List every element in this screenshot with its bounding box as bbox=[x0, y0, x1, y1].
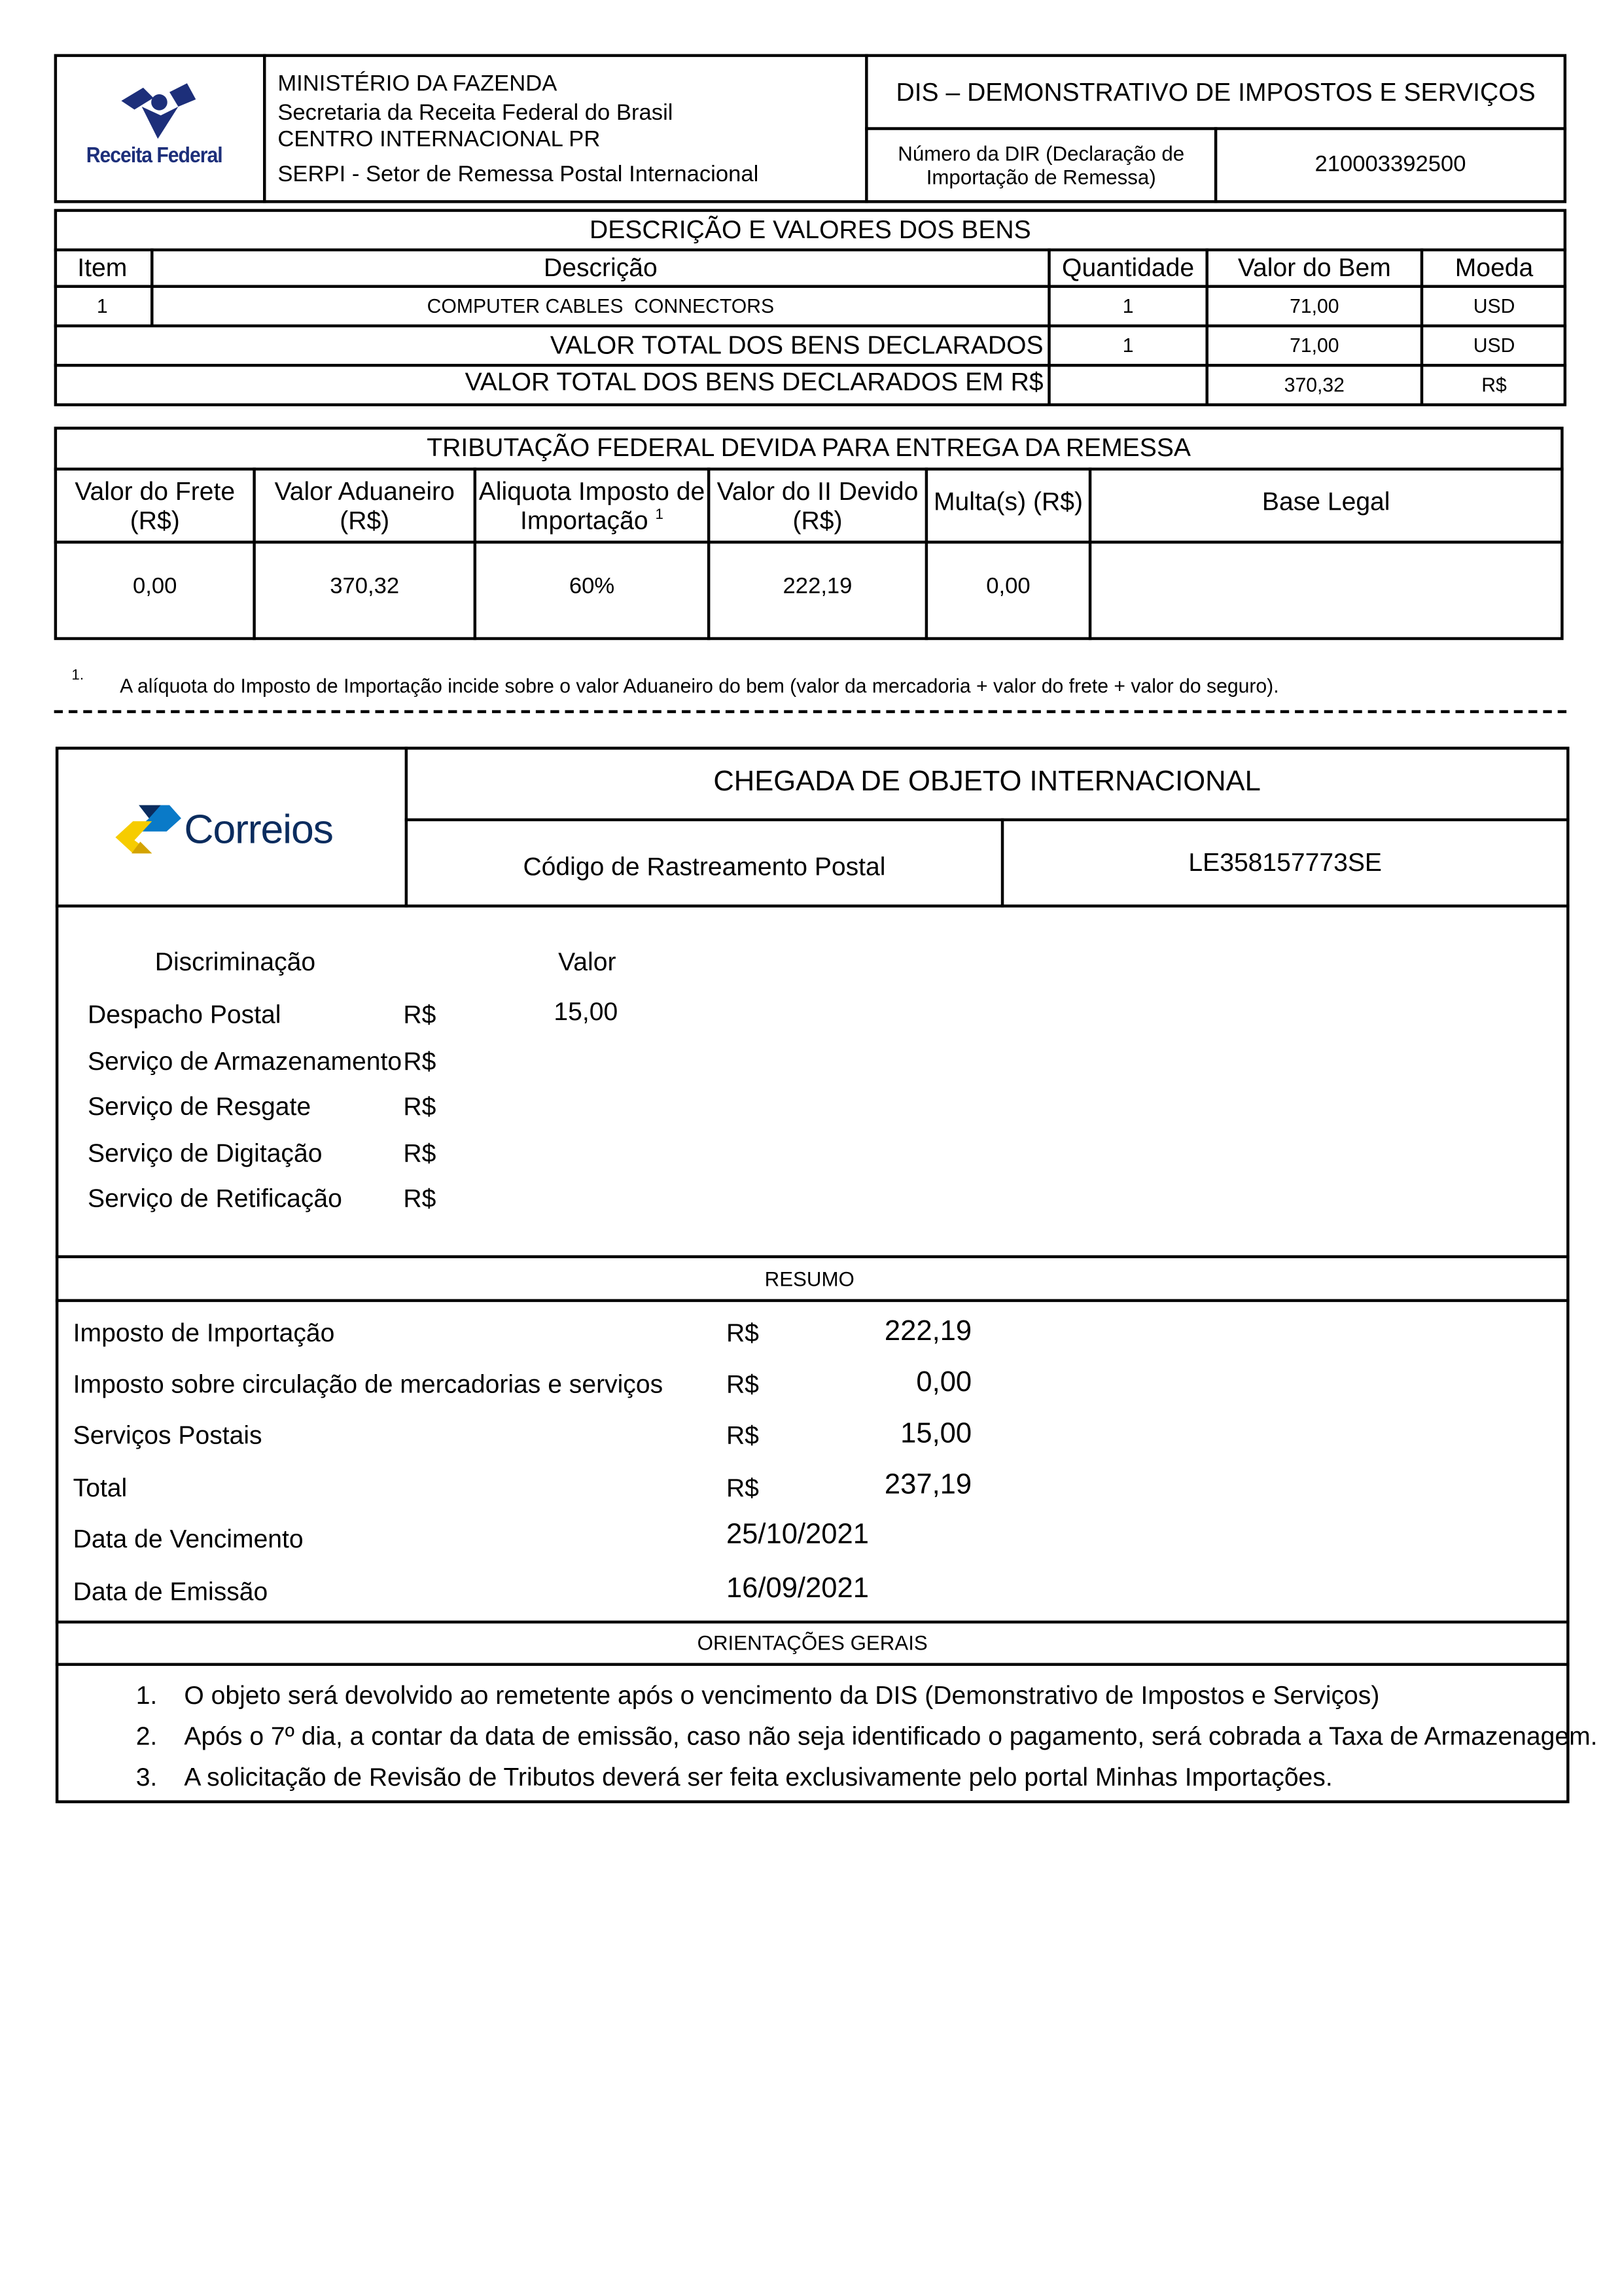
service-name: Serviço de Resgate bbox=[87, 1091, 311, 1121]
service-value: 15,00 bbox=[554, 997, 618, 1026]
total-label: VALOR TOTAL DOS BENS DECLARADOS bbox=[550, 330, 1044, 361]
row-description: COMPUTER CABLES CONNECTORS bbox=[427, 294, 775, 317]
row-value: 71,00 bbox=[1290, 294, 1339, 317]
guideline-number: 1. bbox=[135, 1680, 158, 1710]
freight-value: 0,00 bbox=[133, 574, 177, 599]
col-customs-l2: (R$) bbox=[340, 505, 390, 535]
summary-label: Imposto de Importação bbox=[73, 1318, 335, 1348]
summary-currency: R$ bbox=[726, 1318, 759, 1348]
guideline-number: 3. bbox=[135, 1762, 158, 1792]
tracking-code: LE358157773SE bbox=[1188, 847, 1382, 877]
dir-label-line1: Número da DIR (Declaração de bbox=[898, 141, 1185, 166]
value-header: Valor bbox=[558, 947, 616, 976]
discrimination-header: Discriminação bbox=[154, 947, 316, 976]
dir-label-line2: Importação de Remessa) bbox=[926, 165, 1156, 189]
total-value: 71,00 bbox=[1290, 334, 1339, 357]
summary-value: 0,00 bbox=[916, 1366, 972, 1399]
due-date-label: Data de Vencimento bbox=[73, 1524, 304, 1553]
col-ii-l2: (R$) bbox=[792, 505, 843, 535]
sector-name: SERPI - Setor de Remessa Postal Internacional bbox=[277, 162, 759, 187]
row-quantity: 1 bbox=[1122, 294, 1134, 317]
tracking-label: Código de Rastreamento Postal bbox=[523, 851, 886, 881]
col-legal-basis: Base Legal bbox=[1261, 486, 1390, 516]
row-currency: USD bbox=[1473, 294, 1515, 317]
col-freight-l2: (R$) bbox=[130, 505, 180, 535]
total-quantity: 1 bbox=[1122, 334, 1134, 357]
footnote-text: A alíquota do Imposto de Importação incide sobre o valor Aduaneiro do bem (valor da mercadoria + valor do frete + valor do seguro). bbox=[120, 675, 1279, 698]
service-name: Despacho Postal bbox=[87, 999, 281, 1029]
service-currency: R$ bbox=[403, 1091, 436, 1121]
guidelines-title: ORIENTAÇÕES GERAIS bbox=[697, 1631, 928, 1655]
document-title: DIS – DEMONSTRATIVO DE IMPOSTOS E SERVIÇOS bbox=[896, 77, 1536, 107]
service-currency: R$ bbox=[403, 1138, 436, 1168]
summary-currency: R$ bbox=[726, 1473, 759, 1502]
guideline-text: A solicitação de Revisão de Tributos deverá ser feita exclusivamente pelo portal Minhas Importações. bbox=[184, 1762, 1333, 1792]
summary-value: 222,19 bbox=[884, 1315, 972, 1348]
col-freight bbox=[57, 470, 253, 540]
footnote-mark: 1. bbox=[71, 667, 84, 684]
customs-value: 370,32 bbox=[330, 574, 400, 599]
col-quantity: Quantidade bbox=[1062, 253, 1195, 283]
summary-currency: R$ bbox=[726, 1420, 759, 1450]
correios-logo-text: Correios bbox=[184, 806, 333, 853]
issue-date-value: 16/09/2021 bbox=[726, 1572, 869, 1605]
correios-title: CHEGADA DE OBJETO INTERNACIONAL bbox=[713, 765, 1261, 798]
secretariat-name: Secretaria da Receita Federal do Brasil bbox=[277, 101, 673, 126]
col-currency: Moeda bbox=[1455, 253, 1534, 283]
service-currency: R$ bbox=[403, 1183, 436, 1213]
taxation-title: TRIBUTAÇÃO FEDERAL DEVIDA PARA ENTREGA DA REMESSA bbox=[427, 432, 1191, 462]
col-ii-due bbox=[710, 470, 925, 540]
ii-due-value: 222,19 bbox=[783, 574, 853, 599]
guideline-text: Após o 7º dia, a contar da data de emissão, caso não seja identificado o pagamento, será cobrada a Taxa de Armazenagem. bbox=[184, 1721, 1598, 1751]
col-customs-value bbox=[256, 470, 474, 540]
col-value: Valor do Bem bbox=[1237, 253, 1391, 283]
total-brl-label: VALOR TOTAL DOS BENS DECLARADOS EM R$ bbox=[465, 367, 1044, 397]
total-currency: USD bbox=[1473, 334, 1515, 357]
col-rate-text: Importação bbox=[520, 505, 648, 535]
summary-currency: R$ bbox=[726, 1369, 759, 1399]
summary-label: Imposto sobre circulação de mercadorias e serviços bbox=[73, 1369, 663, 1399]
ministry-name: MINISTÉRIO DA FAZENDA bbox=[277, 71, 557, 97]
receita-emblem-icon bbox=[73, 80, 249, 139]
service-name: Serviço de Armazenamento bbox=[87, 1046, 402, 1076]
total-brl-currency: R$ bbox=[1481, 374, 1507, 396]
cut-line bbox=[54, 710, 1566, 713]
logo-text: Receita Federal bbox=[86, 143, 222, 168]
service-name: Serviço de Retificação bbox=[87, 1183, 342, 1213]
col-customs-l1: Valor Aduaneiro bbox=[274, 476, 455, 506]
correios-logo bbox=[114, 801, 377, 859]
summary-label: Serviços Postais bbox=[73, 1420, 262, 1450]
goods-title: DESCRIÇÃO E VALORES DOS BENS bbox=[589, 215, 1031, 244]
col-description: Descrição bbox=[543, 253, 658, 283]
dir-number: 210003392500 bbox=[1314, 152, 1466, 177]
due-date-value: 25/10/2021 bbox=[726, 1518, 869, 1551]
col-fines: Multa(s) (R$) bbox=[933, 486, 1083, 516]
col-rate bbox=[476, 470, 707, 540]
col-freight-l1: Valor do Frete bbox=[75, 476, 236, 506]
summary-label: Total bbox=[73, 1473, 128, 1502]
col-rate-l1: Aliquota Imposto de bbox=[478, 476, 705, 506]
col-item: Item bbox=[77, 253, 128, 283]
total-brl-value: 370,32 bbox=[1284, 374, 1345, 396]
service-currency: R$ bbox=[403, 1046, 436, 1076]
summary-title: RESUMO bbox=[764, 1267, 855, 1290]
issue-date-label: Data de Emissão bbox=[73, 1576, 268, 1606]
guideline-number: 2. bbox=[135, 1721, 158, 1751]
correios-emblem-icon bbox=[114, 801, 187, 859]
fines-value: 0,00 bbox=[986, 574, 1031, 599]
footnote-ref: 1 bbox=[655, 507, 663, 523]
service-name: Serviço de Digitação bbox=[87, 1138, 323, 1168]
col-rate-l2 bbox=[520, 506, 663, 535]
service-currency: R$ bbox=[403, 999, 436, 1029]
center-name: CENTRO INTERNACIONAL PR bbox=[277, 127, 601, 152]
receita-federal-logo bbox=[73, 80, 249, 183]
rate-value: 60% bbox=[569, 574, 615, 599]
dir-label bbox=[868, 130, 1214, 200]
guideline-text: O objeto será devolvido ao remetente após o vencimento da DIS (Demonstrativo de Impostos e Serviços) bbox=[184, 1680, 1380, 1710]
summary-value: 15,00 bbox=[900, 1417, 972, 1450]
row-item: 1 bbox=[96, 294, 108, 317]
summary-value: 237,19 bbox=[884, 1468, 972, 1501]
col-ii-l1: Valor do II Devido bbox=[716, 476, 919, 506]
